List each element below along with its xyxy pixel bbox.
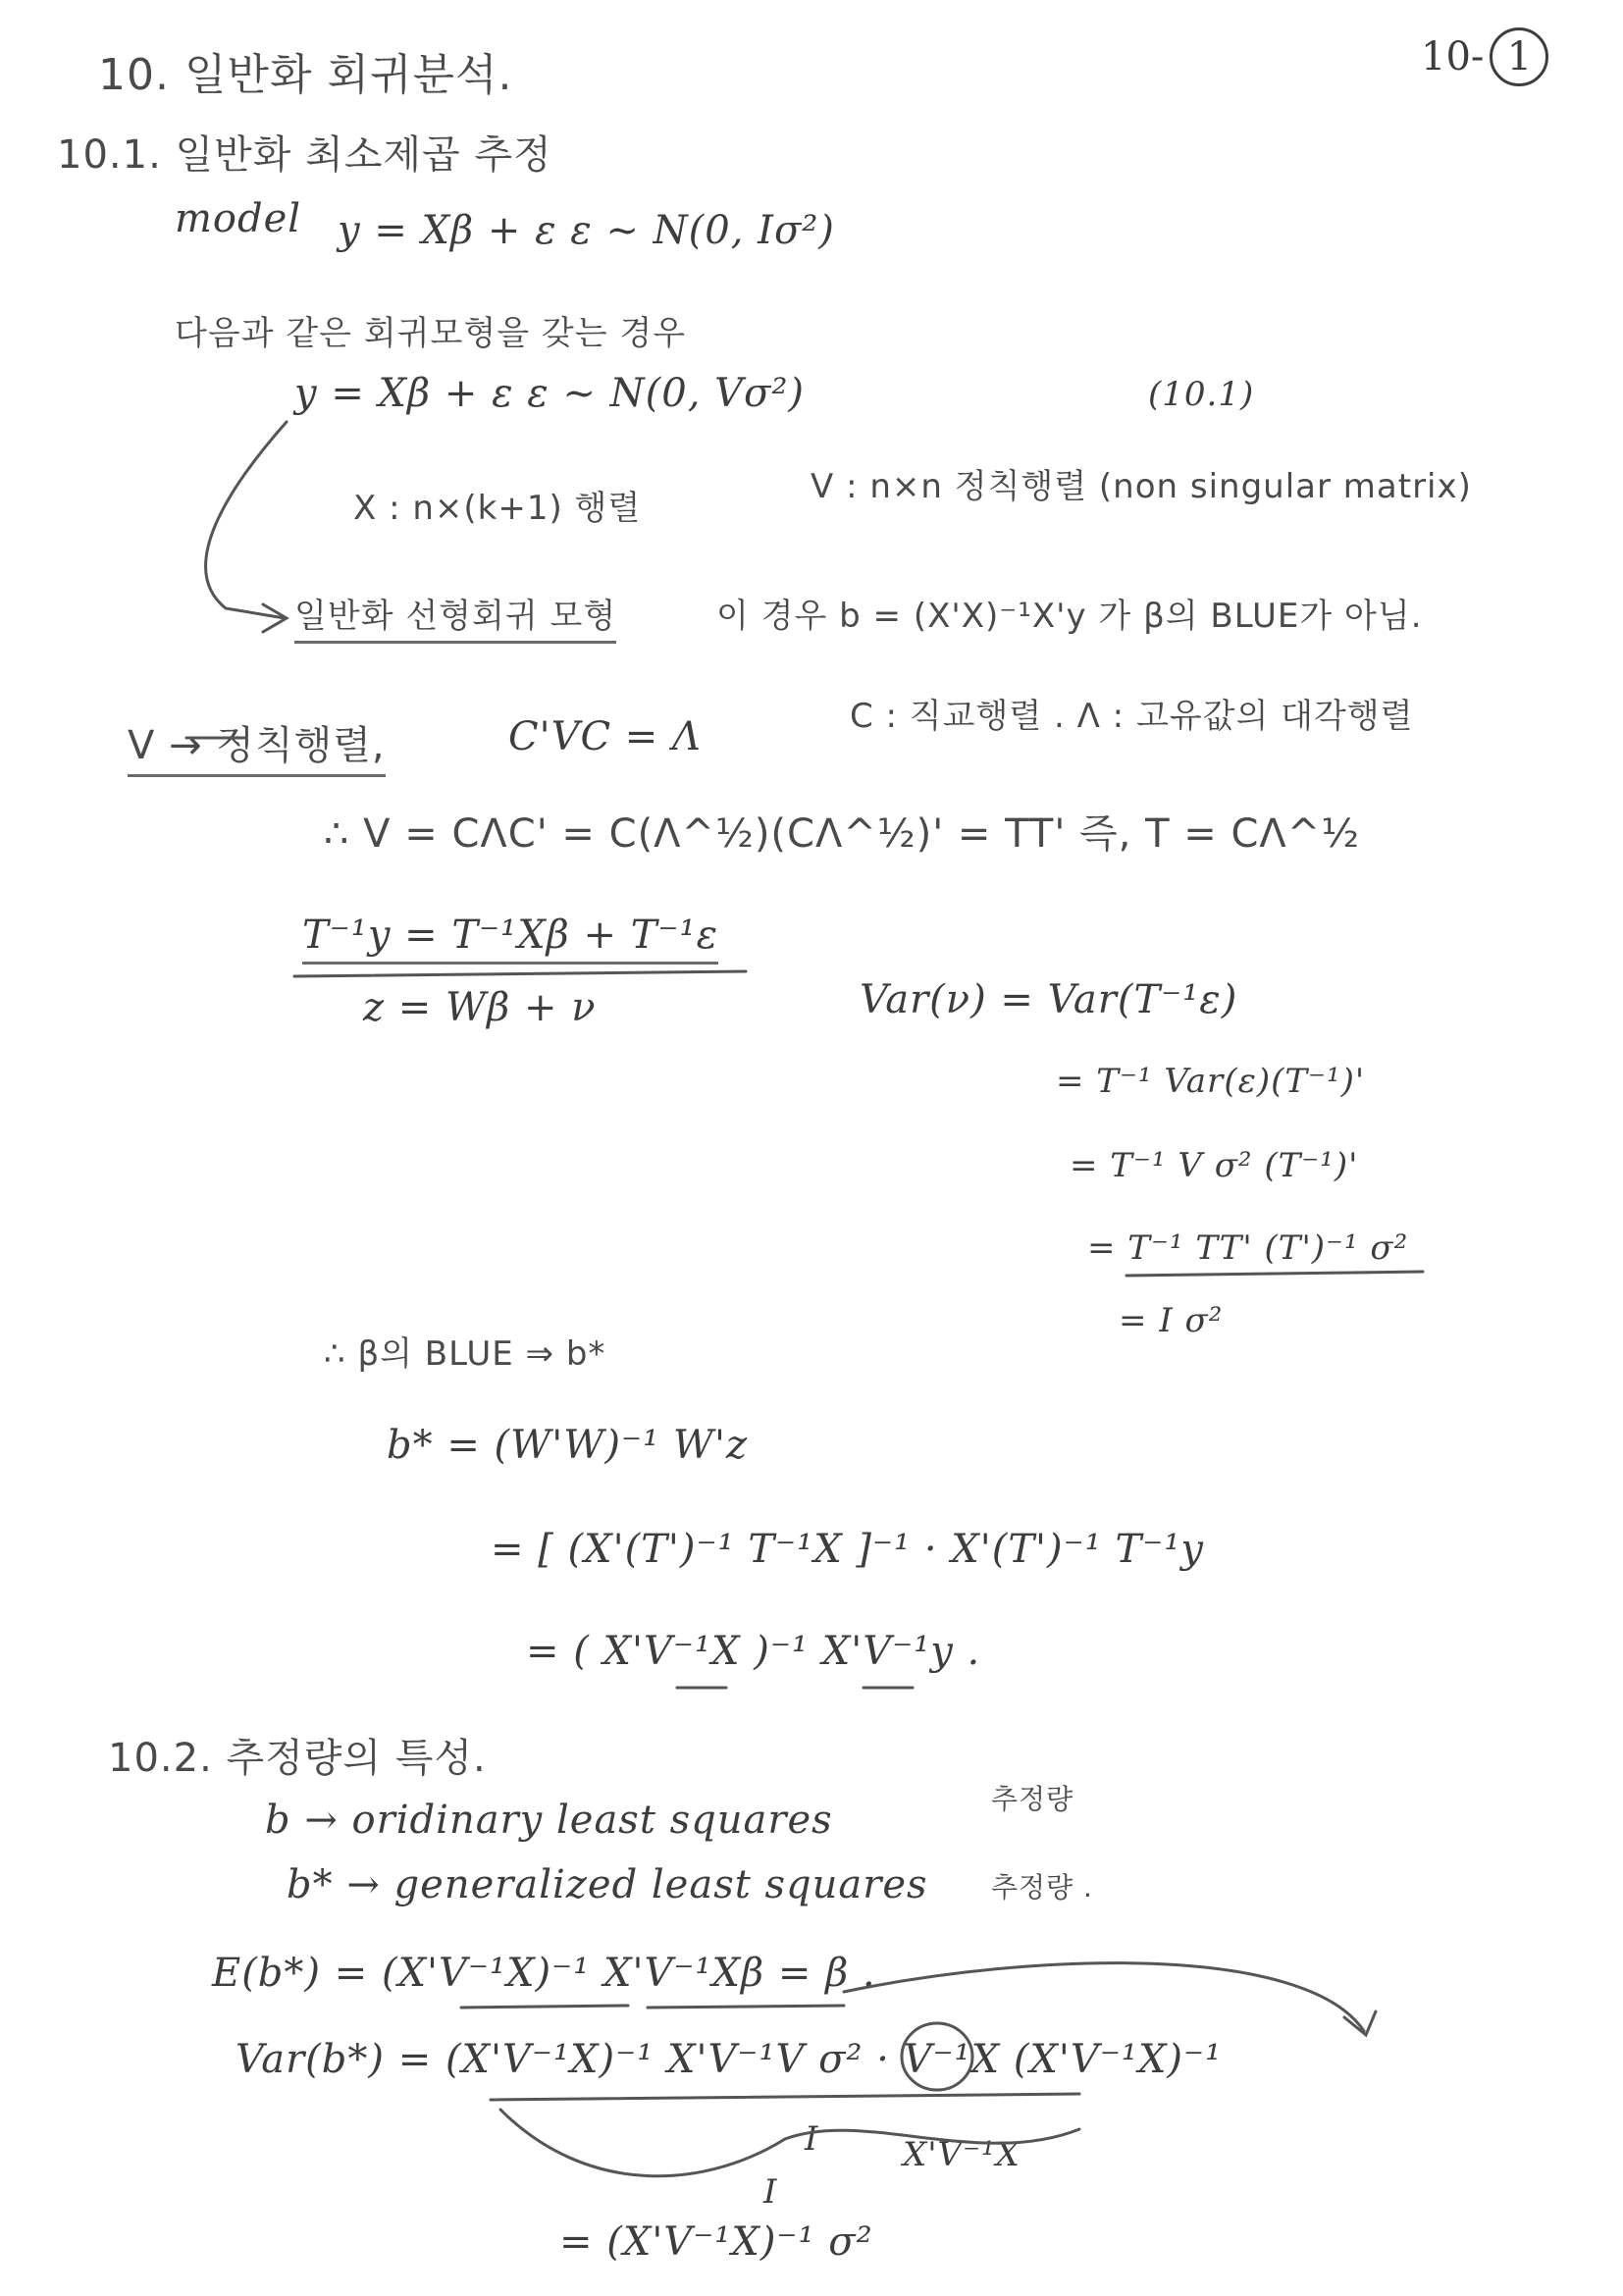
section-10-1-title: 10.1. 일반화 최소제곱 추정 xyxy=(57,132,552,178)
glm-label: 일반화 선형회귀 모형 xyxy=(294,589,616,644)
expect-underline-1 xyxy=(461,2006,628,2008)
glm-note: 이 경우 b = (X'X)⁻¹X'y 가 β의 BLUE가 아님. xyxy=(716,597,1423,636)
model-equation: y = Xβ + ε ε ~ N(0, Iσ²) xyxy=(338,208,835,253)
t-inverse-equation: T⁻¹y = T⁻¹Xβ + T⁻¹ε xyxy=(302,913,718,965)
z-equation: z = Wβ + ν xyxy=(363,985,597,1030)
var-line-4: = T⁻¹ TT' (T')⁻¹ σ² xyxy=(1087,1228,1409,1268)
curved-arrow xyxy=(206,422,287,618)
var-line-1: Var(ν) = Var(T⁻¹ε) xyxy=(860,977,1238,1022)
variance-underline xyxy=(491,2094,1079,2100)
variance-arrow-head xyxy=(1344,2011,1376,2035)
variance-equation: Var(b*) = (X'V⁻¹X)⁻¹ X'V⁻¹V σ² · V⁻¹X (X'V⁻¹X)⁻¹ xyxy=(236,2037,1223,2082)
gls-tag: 추정량 . xyxy=(991,1871,1093,1904)
variance-arrow xyxy=(844,1963,1364,2031)
bstar-line-3: = ( X'V⁻¹X )⁻¹ X'V⁻¹y . xyxy=(526,1629,981,1674)
var-line-2: = T⁻¹ Var(ε)(T⁻¹)' xyxy=(1056,1062,1366,1101)
chapter-title: 10. 일반화 회귀분석. xyxy=(98,50,513,100)
var-underline xyxy=(1126,1272,1423,1276)
variance-under-xvx: X'V⁻¹X xyxy=(903,2135,1021,2174)
model-label: model xyxy=(175,196,302,241)
page-number-prefix: 10- xyxy=(1421,34,1485,79)
page-number-circled: 1 xyxy=(1490,27,1548,86)
var-line-3: = T⁻¹ V σ² (T⁻¹)' xyxy=(1070,1146,1359,1185)
expectation-equation: E(b*) = (X'V⁻¹X)⁻¹ X'V⁻¹Xβ = β . xyxy=(212,1951,876,1996)
ols-line: b → oridinary least squares xyxy=(265,1798,833,1843)
v-regular-label: V → 정칙행렬, xyxy=(128,714,386,777)
ols-tag: 추정량 xyxy=(991,1783,1074,1815)
variance-i-2: I xyxy=(763,2172,778,2212)
bstar-line-2: = [ (X'(T')⁻¹ T⁻¹X ]⁻¹ · X'(T')⁻¹ T⁻¹y xyxy=(491,1527,1204,1572)
gls-line: b* → generalized least squares xyxy=(287,1862,928,1907)
variance-under-i: I xyxy=(805,2119,819,2159)
variance-final: = (X'V⁻¹X)⁻¹ σ² xyxy=(559,2219,873,2265)
arrow-head xyxy=(263,604,287,632)
condition-text: 다음과 같은 회귀모형을 갖는 경우 xyxy=(175,314,687,353)
cvc-equation: C'VC = Λ xyxy=(508,714,702,759)
equation-tag: (10.1) xyxy=(1148,375,1255,414)
page-number xyxy=(1421,27,1548,86)
blue-label: ∴ β의 BLUE ⇒ b* xyxy=(324,1334,606,1374)
v-decomposition: ∴ V = CΛC' = C(Λ^½)(CΛ^½)' = TT' 즉, T = CΛ^½ xyxy=(324,811,1361,857)
section-10-2-title: 10.2. 추정량의 특성. xyxy=(108,1736,487,1781)
x-description: X : n×(k+1) 행렬 xyxy=(353,489,642,528)
bstar-line-1: b* = (W'W)⁻¹ W'z xyxy=(387,1423,749,1468)
expect-underline-2 xyxy=(648,2006,844,2008)
c-description: C : 직교행렬 . Λ : 고유값의 대각행렬 xyxy=(850,697,1414,736)
eq-underline xyxy=(294,971,746,976)
model-equation-general: y = Xβ + ε ε ~ N(0, Vσ²) xyxy=(294,371,805,416)
v-description: V : n×n 정칙행렬 (non singular matrix) xyxy=(811,467,1472,506)
var-line-5: = I σ² xyxy=(1119,1301,1224,1340)
